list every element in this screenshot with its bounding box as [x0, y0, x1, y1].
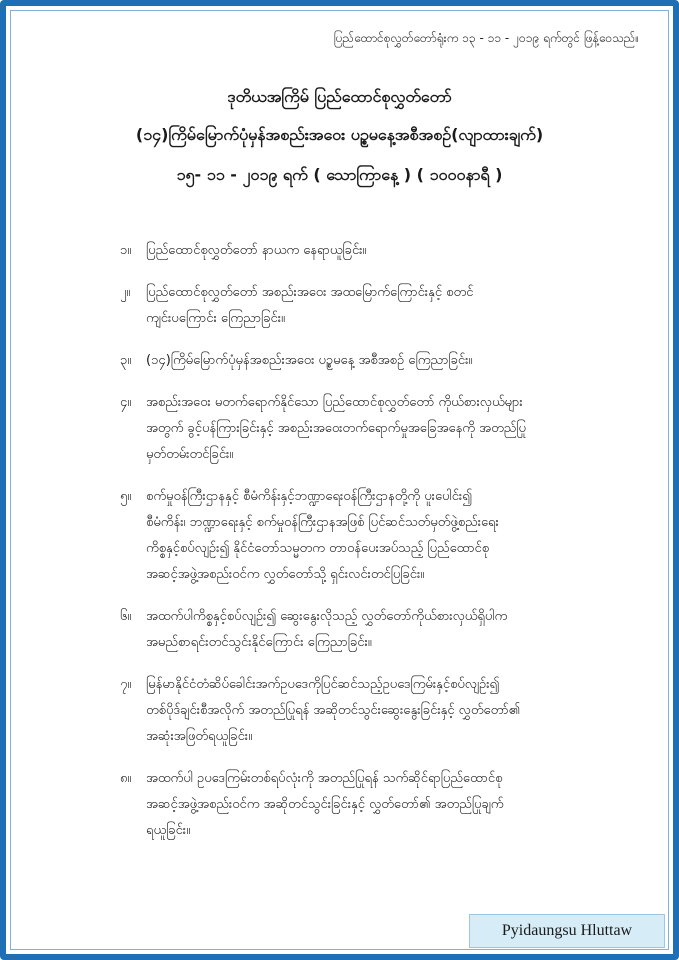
agenda-item-text-line: ကိစ္စနှင့်စပ်လျဉ်း၍ နိုင်ငံတော်သမ္မတက တာဝန်ပေးအပ်သည့် ပြည်ထောင်စု: [146, 541, 490, 556]
agenda-item-text-line: ပြည်ထောင်စုလွှတ်တော် အစည်းအဝေး အထမြောက်ကြောင်းနှင့် စတင်: [146, 285, 474, 300]
pyidaungsu-hluttaw-watermark: Pyidaungsu Hluttaw: [469, 914, 665, 948]
agenda-item: [120, 604, 640, 656]
agenda-item-number: ၈။: [120, 771, 132, 786]
title-line-1: ဒုတိယအကြိမ် ပြည်ထောင်စုလွှတ်တော်: [227, 87, 452, 106]
agenda-item: [120, 484, 640, 588]
agenda-item-text-line: မှတ်တမ်းတင်ခြင်း။: [146, 447, 234, 462]
distribution-note: ပြည်ထောင်စုလွှတ်တော်ရုံးက ၁၃ - ၁၁ - ၂၀၁၉ ရက်တွင် ဖြန့်ဝေသည်။: [333, 31, 639, 45]
agenda-item: [120, 348, 640, 374]
agenda-item-number: ၁။: [120, 243, 132, 258]
agenda-item: [120, 390, 640, 468]
agenda-item-text-line: အတွက် ခွင့်ပန်ကြားခြင်းနှင့် အစည်းအဝေးတက်ရောက်မှုအခြေအနေကို အတည်ပြု: [146, 421, 526, 436]
agenda-item-number: ၆။: [120, 609, 132, 624]
agenda-item-text-line: ပြည်ထောင်စုလွှတ်တော် နာယက နေရာယူခြင်း။: [146, 243, 367, 258]
agenda-item: [120, 280, 640, 332]
agenda-item-text-line: အထက်ပါ ဥပဒေကြမ်းတစ်ရပ်လုံးကို အတည်ပြုရန် သက်ဆိုင်ရာပြည်ထောင်စု: [146, 771, 503, 786]
agenda-item-text-line: ရယူခြင်း။: [146, 823, 191, 838]
agenda-item-text-line: (၁၄)ကြိမ်မြောက်ပုံမှန်အစည်းအဝေး ပဉ္စမနေ့ အစီအစဉ် ကြေညာခြင်း။: [146, 353, 473, 368]
agenda-item: [120, 672, 640, 750]
agenda-item-text-line: အစည်းအဝေး မတက်ရောက်နိုင်သော ပြည်ထောင်စုလွှတ်တော် ကိုယ်စားလှယ်များ: [146, 395, 523, 410]
title-line-2: (၁၄)ကြိမ်မြောက်ပုံမှန်အစည်းအဝေး ပဉ္စမနေ့အစီအစဉ်(လျာထားချက်): [135, 125, 544, 144]
agenda-item-number: ၇။: [120, 677, 132, 692]
agenda-item-text-line: အဆင့်အဖွဲ့အစည်းဝင်က လွှတ်တော်သို့ ရှင်းလင်းတင်ပြခြင်း။: [146, 567, 425, 582]
agenda-item-number: ၅။: [120, 489, 132, 504]
agenda-item-text-line: အဆင့်အဖွဲ့အစည်းဝင်က အဆိုတင်သွင်းခြင်းနှင့် လွှတ်တော်၏ အတည်ပြုချက်: [146, 797, 504, 812]
agenda-list: [120, 238, 640, 860]
agenda-item-number: ၄။: [120, 395, 132, 410]
agenda-item: [120, 766, 640, 844]
title-line-3: ၁၅- ၁၁ - ၂၀၁၉ ရက် ( သောကြာနေ့ ) ( ၁၀၀၀နာရီ ): [176, 165, 503, 184]
agenda-item-text-line: စက်မှုဝန်ကြီးဌာနနှင့် စီမံကိန်းနှင့်ဘဏ္ဍာရေးဝန်ကြီးဌာနတို့ကို ပူးပေါင်း၍: [146, 489, 472, 504]
agenda-item-text-line: အဆုံးအဖြတ်ရယူခြင်း။: [146, 729, 253, 744]
agenda-item-text-line: အထက်ပါကိစ္စနှင့်စပ်လျဉ်း၍ ဆွေးနွေးလိုသည့် လွှတ်တော်ကိုယ်စားလှယ်ရှိပါက: [146, 609, 508, 624]
agenda-item-number: ၂။: [120, 285, 131, 300]
agenda-item-text-line: ကျင်းပကြောင်း ကြေညာခြင်း။: [146, 311, 285, 326]
agenda-item-text-line: တစ်ပိုဒ်ချင်းစီအလိုက် အတည်ပြုရန် အဆိုတင်သွင်းဆွေးနွေးခြင်းနှင့် လွှတ်တော်၏: [146, 703, 521, 718]
agenda-item-number: ၃။: [120, 353, 132, 368]
agenda-item-text-line: စီမံကိန်း၊ ဘဏ္ဍာရေးနှင့် စက်မှုဝန်ကြီးဌာနအဖြစ် ပြင်ဆင်သတ်မှတ်ဖွဲ့စည်းရေး: [146, 515, 499, 530]
agenda-item-text-line: မြန်မာနိုင်ငံတံဆိပ်ခေါင်းအက်ဥပဒေကိုပြင်ဆင်သည့်ဥပဒေကြမ်းနှင့်စပ်လျဉ်း၍: [146, 677, 500, 692]
agenda-item: [120, 238, 640, 264]
agenda-item-text-line: အမည်စာရင်းတင်သွင်းနိုင်ကြောင်း ကြေညာခြင်း။: [146, 635, 372, 650]
